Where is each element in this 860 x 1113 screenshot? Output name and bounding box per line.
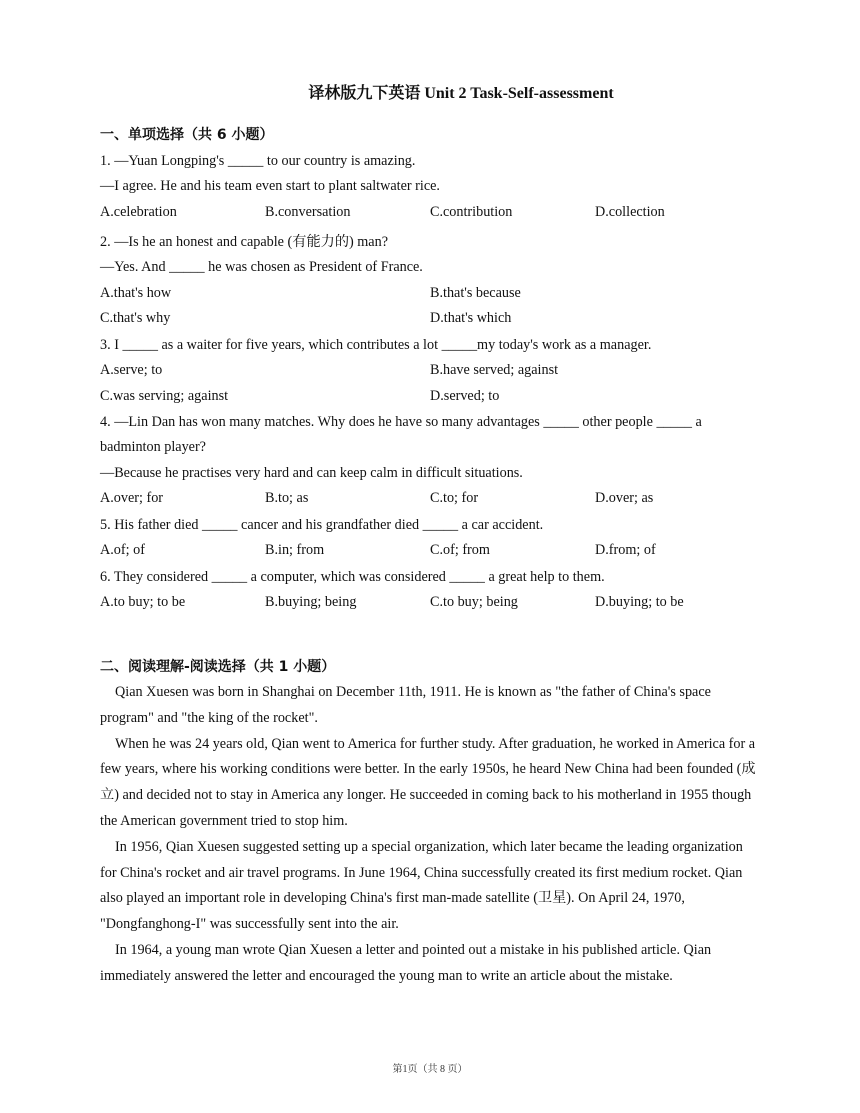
- question-2-response: —Yes. And _____ he was chosen as President of France.: [100, 259, 423, 275]
- passage-paragraph: When he was 24 years old, Qian went to America for further study. After graduation, he worked in America for a few years, where his working conditions were better. In the early 1950s, he heard New China had been founded (成立) and decided not to stay in America any longer. He succeeded in coming back to his motherland in 1955 though the American government tried to stop him.: [100, 735, 756, 829]
- question-3-options-row2: [100, 388, 780, 408]
- passage-paragraph: Qian Xuesen was born in Shanghai on December 11th, 1911. He is known as "the father of China's space program" and "the king of the rocket".: [100, 684, 711, 726]
- question-5-options: [100, 542, 780, 562]
- option-d[interactable]: D.that's which: [430, 310, 512, 326]
- option-b[interactable]: B.buying; being: [265, 594, 357, 610]
- question-3-options-row1: [100, 362, 780, 382]
- question-2-options-row2: [100, 310, 780, 330]
- question-2-options-row1: [100, 285, 780, 305]
- option-a[interactable]: A.serve; to: [100, 362, 163, 378]
- question-5-stem: 5. His father died _____ cancer and his grandfather died _____ a car accident.: [100, 517, 544, 533]
- option-b[interactable]: B.to; as: [265, 490, 309, 506]
- option-c[interactable]: C.to; for: [430, 490, 479, 506]
- option-b[interactable]: B.that's because: [430, 285, 521, 301]
- option-b[interactable]: B.in; from: [265, 542, 325, 558]
- option-a[interactable]: A.to buy; to be: [100, 594, 186, 610]
- option-c[interactable]: C.was serving; against: [100, 388, 229, 404]
- option-a[interactable]: A.celebration: [100, 204, 177, 220]
- option-d[interactable]: D.served; to: [430, 388, 500, 404]
- question-4-stem: 4. —Lin Dan has won many matches. Why does he have so many advantages _____ other people _____ a: [100, 414, 702, 430]
- reading-passage: [100, 680, 760, 990]
- option-a[interactable]: A.of; of: [100, 542, 145, 558]
- option-c[interactable]: C.to buy; being: [430, 594, 518, 610]
- option-b[interactable]: B.conversation: [265, 204, 351, 220]
- option-c[interactable]: C.contribution: [430, 204, 513, 220]
- question-6-stem: 6. They considered _____ a computer, which was considered _____ a great help to them.: [100, 569, 605, 585]
- page-title: 译林版九下英语 Unit 2 Task-Self-assessment: [308, 85, 614, 102]
- passage-paragraph: In 1956, Qian Xuesen suggested setting up a special organization, which later became the leading organization for China's rocket and air travel programs. In June 1964, China successfully created its first medium rocket. Qian also played an important role in developing China's first man-made satellite (卫星). On April 24, 1970, "Dongfanghong-I" was successfully sent into the air.: [100, 838, 743, 933]
- section-heading-multiple-choice: 一、单项选择（共 6 小题）: [100, 127, 274, 143]
- page-footer: 第1页（共 8 页）: [392, 1064, 468, 1075]
- option-d[interactable]: D.buying; to be: [595, 594, 684, 610]
- question-4-response: —Because he practises very hard and can keep calm in difficult situations.: [100, 465, 523, 481]
- option-b[interactable]: B.have served; against: [430, 362, 559, 378]
- question-1-stem: 1. —Yuan Longping's _____ to our country is amazing.: [100, 153, 416, 169]
- option-d[interactable]: D.collection: [595, 204, 665, 220]
- question-3-stem: 3. I _____ as a waiter for five years, which contributes a lot _____my today's work as a manager.: [100, 337, 652, 353]
- question-4-stem-continued: badminton player?: [100, 439, 206, 455]
- question-6-options: [100, 594, 780, 614]
- option-d[interactable]: D.from; of: [595, 542, 656, 558]
- option-a[interactable]: A.over; for: [100, 490, 164, 506]
- option-d[interactable]: D.over; as: [595, 490, 654, 506]
- question-4-options: [100, 490, 780, 510]
- question-2-stem: 2. —Is he an honest and capable (有能力的) man?: [100, 234, 388, 250]
- option-c[interactable]: C.of; from: [430, 542, 490, 558]
- section-heading-reading: 二、阅读理解-阅读选择（共 1 小题）: [100, 659, 336, 675]
- option-a[interactable]: A.that's how: [100, 285, 172, 301]
- question-1-options: [100, 204, 780, 224]
- passage-paragraph: In 1964, a young man wrote Qian Xuesen a letter and pointed out a mistake in his published article. Qian immediately answered the letter and encouraged the young man to write an article about the mistake.: [100, 941, 712, 984]
- option-c[interactable]: C.that's why: [100, 310, 171, 326]
- question-1-response: —I agree. He and his team even start to plant saltwater rice.: [100, 178, 440, 194]
